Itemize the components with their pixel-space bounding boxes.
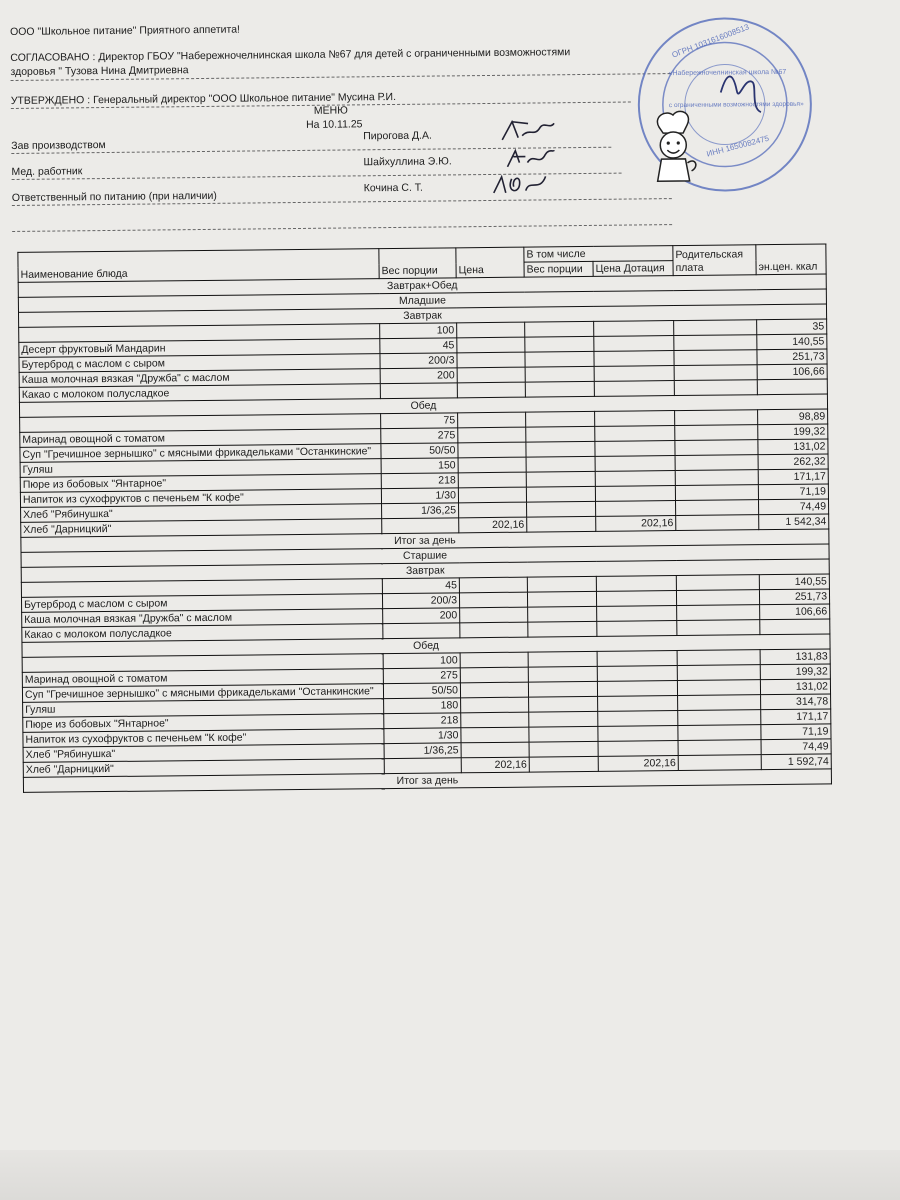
energy-value: 131,02: [758, 439, 828, 455]
inc-weight-cell: [528, 681, 597, 697]
price-cell: [460, 682, 528, 698]
energy-value: 262,32: [758, 454, 828, 470]
section-title: Завтрак+Обед: [18, 274, 826, 297]
portion-weight: 1/36,25: [384, 743, 461, 759]
price-cell: [461, 712, 529, 728]
meal-title: Обед: [19, 394, 827, 417]
inc-weight-cell: [526, 456, 595, 472]
dish-name: Пюре из бобовых "Янтарное": [23, 714, 384, 733]
menu-table: [17, 243, 832, 792]
portion-weight: [382, 518, 459, 534]
energy-value: 314,78: [761, 694, 831, 710]
dish-name: Каша молочная вязкая "Дружба" с маслом: [22, 609, 383, 628]
inc-price-cell: [596, 576, 676, 592]
parent-pay-cell: [677, 680, 760, 696]
price-cell: [460, 622, 528, 638]
inc-price-cell: [598, 726, 678, 742]
desk-shadow: [0, 1150, 900, 1200]
dish-name: Напиток из сухофруктов с печеньем "К кофе": [20, 489, 381, 508]
portion-weight: [380, 383, 457, 399]
dish-name: Хлеб "Рябинушка": [23, 744, 384, 763]
portion-weight: 150: [381, 458, 458, 474]
portion-weight: 200/3: [382, 593, 459, 609]
inc-weight-cell: [529, 741, 598, 757]
price-cell: [459, 502, 527, 518]
energy-value: 199,32: [758, 424, 828, 440]
parent-pay-cell: [676, 590, 759, 606]
dish-name: Напиток из сухофруктов с печеньем "К кофе": [23, 729, 384, 748]
staff-role: Зав производством: [11, 139, 106, 152]
price-cell: [458, 487, 526, 503]
portion-weight: 75: [381, 413, 458, 429]
dish-name: Каша молочная вязкая "Дружба" с маслом: [19, 369, 380, 388]
dish-name: Маринад овощной с томатом: [22, 669, 383, 688]
portion-weight: 275: [381, 428, 458, 444]
parent-pay-cell: [675, 425, 758, 441]
inc-weight-cell: [525, 351, 594, 367]
parent-pay-cell: [678, 710, 761, 726]
portion-weight: 275: [383, 668, 460, 684]
inc-price-cell: 202,16: [598, 756, 678, 772]
portion-weight: 45: [380, 338, 457, 354]
dish-name: Гуляш: [23, 699, 384, 718]
price-cell: [460, 667, 528, 683]
dish-name: Маринад овощной с томатом: [20, 429, 381, 448]
day-total-label: Итог за день: [21, 529, 829, 552]
price-cell: 202,16: [459, 517, 527, 533]
dish-name: Бутерброд с маслом с сыром: [19, 354, 380, 373]
header-weight: Вес порции: [379, 248, 456, 279]
parent-pay-cell: [677, 620, 760, 636]
stamp-text: ОГРН 1031616008513: [670, 22, 751, 60]
parent-pay-cell: [677, 605, 760, 621]
inc-weight-cell: [525, 381, 594, 397]
portion-weight: 100: [383, 653, 460, 669]
inc-price-cell: [597, 606, 677, 622]
inc-weight-cell: [526, 486, 595, 502]
dish-name: Пюре из бобовых "Янтарное": [20, 474, 381, 493]
document-date: На 10.11.25: [305, 118, 363, 131]
price-cell: [457, 382, 525, 398]
energy-value: 35: [757, 319, 827, 335]
price-cell: [458, 457, 526, 473]
inc-weight-cell: [529, 726, 598, 742]
inc-weight-cell: [528, 651, 597, 667]
signature-mark: [498, 115, 558, 146]
price-cell: [457, 337, 525, 353]
price-cell: [458, 412, 526, 428]
inc-weight-cell: [526, 426, 595, 442]
inc-weight-cell: [529, 756, 598, 772]
portion-weight: 100: [380, 323, 457, 339]
portion-weight: 218: [384, 713, 461, 729]
inc-weight-cell: [527, 591, 596, 607]
inc-price-cell: [597, 681, 677, 697]
header-dish: Наименование блюда: [18, 249, 379, 283]
inc-weight-cell: [525, 321, 594, 337]
inc-price-cell: [594, 321, 674, 337]
inc-price-cell: [595, 471, 675, 487]
dish-name: Суп "Гречишное зернышко" с мясными фрикадельками "Останкинские": [20, 444, 381, 463]
parent-pay-cell: [675, 410, 758, 426]
meal-title: Завтрак: [21, 559, 829, 582]
stamp-text: с ограниченными возможностями здоровья»: [668, 100, 804, 110]
inc-weight-cell: [529, 696, 598, 712]
inc-price-cell: [597, 666, 677, 682]
dish-name: Гуляш: [20, 459, 381, 478]
parent-pay-cell: [677, 665, 760, 681]
inc-weight-cell: [525, 336, 594, 352]
stamp-text: «Набережночелнинская школа №67: [668, 68, 787, 78]
parent-pay-cell: [678, 755, 761, 771]
energy-value: [757, 379, 827, 395]
price-cell: [461, 727, 529, 743]
portion-weight: [383, 623, 460, 639]
inc-price-cell: [594, 366, 674, 382]
header-inc-price-subsidy: Цена Дотация: [593, 261, 673, 277]
document-title: МЕНЮ: [313, 104, 348, 117]
agreed-line-2: здоровья " Тузова Нина Дмитриевна: [10, 64, 189, 78]
parent-pay-cell: [674, 350, 757, 366]
dish-name: Хлеб "Рябинушка": [21, 504, 382, 523]
portion-weight: 50/50: [381, 443, 458, 459]
energy-value: 140,55: [757, 334, 827, 350]
price-cell: [461, 742, 529, 758]
signature-mark: [501, 142, 556, 171]
inc-price-cell: [597, 621, 677, 637]
energy-value: [760, 619, 830, 635]
staff-name: Шайхуллина Э.Ю.: [363, 155, 452, 169]
portion-weight: 200: [383, 608, 460, 624]
parent-pay-cell: [678, 725, 761, 741]
parent-pay-cell: [678, 695, 761, 711]
energy-value: 106,66: [757, 364, 827, 380]
header-inc-weight: Вес порции: [524, 261, 593, 277]
parent-pay-cell: [677, 650, 760, 666]
inc-weight-cell: [526, 411, 595, 427]
energy-value: 71,19: [761, 724, 831, 740]
parent-pay-cell: [675, 470, 758, 486]
portion-weight: 218: [381, 473, 458, 489]
inc-weight-cell: [525, 366, 594, 382]
inc-weight-cell: [528, 621, 597, 637]
inc-price-cell: [595, 456, 675, 472]
energy-value: 71,19: [758, 484, 828, 500]
inc-weight-cell: [528, 666, 597, 682]
energy-value: 1 542,34: [759, 514, 829, 530]
energy-value: 171,17: [761, 709, 831, 725]
header-price: Цена: [456, 247, 524, 278]
parent-pay-cell: [676, 515, 759, 531]
meal-title: Обед: [22, 634, 830, 657]
parent-pay-cell: [676, 500, 759, 516]
energy-value: 1 592,74: [761, 754, 831, 770]
parent-pay-cell: [674, 320, 757, 336]
portion-weight: 180: [384, 698, 461, 714]
inc-price-cell: 202,16: [596, 516, 676, 532]
inc-weight-cell: [527, 516, 596, 532]
group-title: Старшие: [21, 544, 829, 567]
energy-value: 140,55: [759, 574, 829, 590]
price-cell: [457, 367, 525, 383]
parent-pay-cell: [676, 575, 759, 591]
inc-price-cell: [598, 741, 678, 757]
inc-price-cell: [595, 441, 675, 457]
chef-logo: [643, 107, 704, 188]
price-cell: [457, 322, 525, 338]
inc-price-cell: [594, 351, 674, 367]
parent-pay-cell: [675, 440, 758, 456]
portion-weight: 200: [380, 368, 457, 384]
energy-value: 74,49: [759, 499, 829, 515]
price-cell: [459, 577, 527, 593]
staff-name: Кочина С. Т.: [363, 181, 423, 195]
inc-weight-cell: [527, 576, 596, 592]
energy-value: 131,83: [760, 649, 830, 665]
parent-pay-cell: [674, 335, 757, 351]
parent-pay-cell: [674, 365, 757, 381]
dish-name: Десерт фруктовый Мандарин: [19, 339, 380, 358]
inc-price-cell: [594, 381, 674, 397]
price-cell: [458, 472, 526, 488]
inc-weight-cell: [526, 441, 595, 457]
price-cell: [460, 652, 528, 668]
price-cell: [459, 592, 527, 608]
inc-price-cell: [596, 501, 676, 517]
energy-value: 74,49: [761, 739, 831, 755]
energy-value: 131,02: [760, 679, 830, 695]
price-cell: [460, 607, 528, 623]
parent-pay-cell: [678, 740, 761, 756]
energy-value: 106,66: [760, 604, 830, 620]
dish-name: Бутерброд с маслом с сыром: [21, 594, 382, 613]
inc-price-cell: [597, 651, 677, 667]
dish-name: Какао с молоком полусладкое: [22, 624, 383, 643]
inc-weight-cell: [526, 471, 595, 487]
inc-weight-cell: [527, 501, 596, 517]
price-cell: [457, 352, 525, 368]
parent-pay-cell: [675, 455, 758, 471]
meal-title: Завтрак: [18, 304, 826, 327]
dish-name: Какао с молоком полусладкое: [19, 384, 380, 403]
agreed-line-1: СОГЛАСОВАНО : Директор ГБОУ "Набережночелнинская школа №67 для детей с ограниченными возможностями: [10, 46, 571, 64]
staff-role: Ответственный по питанию (при наличии): [11, 189, 217, 204]
portion-weight: 1/30: [384, 728, 461, 744]
dish-name: Суп "Гречишное зернышко" с мясными фрикадельками "Останкинские": [22, 684, 383, 703]
stamp-text: ИНН 1650082475: [705, 133, 770, 159]
portion-weight: 1/30: [381, 488, 458, 504]
divider: [12, 224, 672, 232]
inc-price-cell: [594, 336, 674, 352]
signature-mark: [490, 170, 550, 199]
energy-value: 171,17: [758, 469, 828, 485]
inc-price-cell: [598, 696, 678, 712]
energy-value: 251,73: [759, 589, 829, 605]
inc-price-cell: [595, 426, 675, 442]
inc-weight-cell: [529, 711, 598, 727]
parent-pay-cell: [674, 380, 757, 396]
portion-weight: 50/50: [383, 683, 460, 699]
portion-weight: [384, 758, 461, 774]
dish-name: Хлеб "Дарницкий": [21, 519, 382, 538]
inc-price-cell: [596, 591, 676, 607]
portion-weight: 1/36,25: [382, 503, 459, 519]
org-line: ООО "Школьное питание" Приятного аппетита!: [10, 23, 241, 38]
energy-value: 199,32: [760, 664, 830, 680]
price-cell: [461, 697, 529, 713]
dish-name: Хлеб "Дарницкий": [23, 759, 384, 778]
header-energy: эн.цен. ккал: [756, 244, 826, 275]
header-including: В том числе: [524, 246, 673, 263]
group-title: Младшие: [18, 289, 826, 312]
day-total-label: Итог за день: [23, 769, 831, 792]
price-cell: 202,16: [461, 757, 529, 773]
header-parent-pay: Родительская плата: [673, 245, 756, 276]
price-cell: [458, 427, 526, 443]
inc-price-cell: [595, 486, 675, 502]
menu-document: [10, 17, 838, 796]
portion-weight: 200/3: [380, 353, 457, 369]
price-cell: [458, 442, 526, 458]
approved-line: УТВЕРЖДЕНО : Генеральный директор "ООО Школьное питание" Мусина Р.И.: [10, 90, 397, 107]
energy-value: 251,73: [757, 349, 827, 365]
portion-weight: 45: [382, 578, 459, 594]
inc-price-cell: [598, 711, 678, 727]
inc-weight-cell: [528, 606, 597, 622]
inc-price-cell: [595, 411, 675, 427]
staff-name: Пирогова Д.А.: [363, 129, 432, 143]
staff-role: Мед. работник: [11, 165, 83, 178]
parent-pay-cell: [675, 485, 758, 501]
energy-value: 98,89: [758, 409, 828, 425]
